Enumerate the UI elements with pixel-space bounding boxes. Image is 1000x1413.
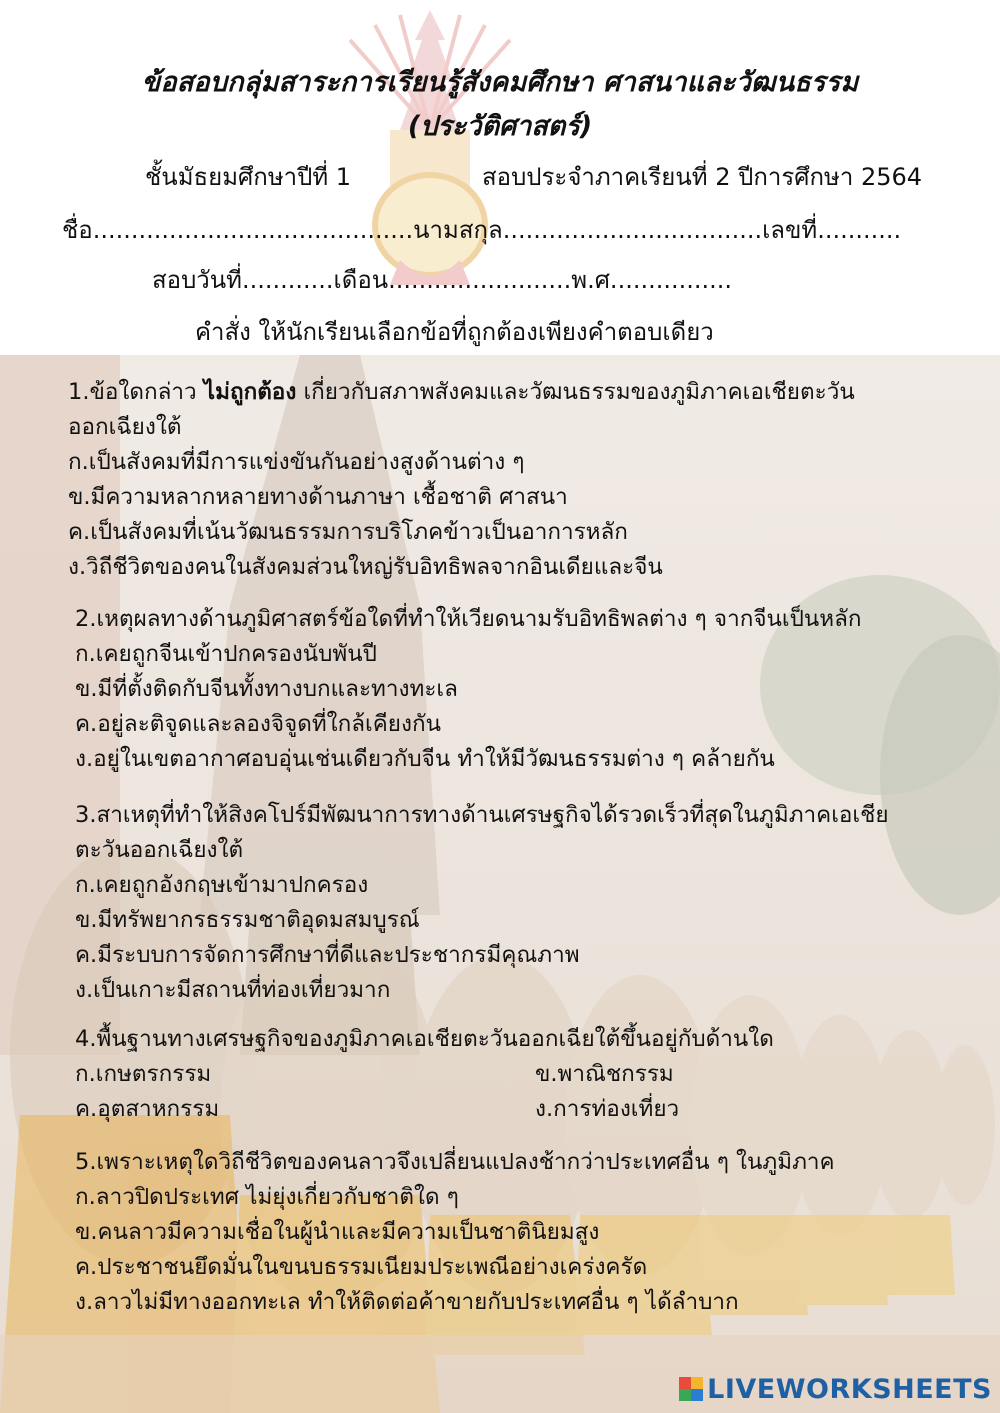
answer-option[interactable]: ก.เกษตรกรรม [75,1061,212,1087]
exam-term: สอบประจำภาคเรียนที่ 2 ปีการศึกษา 2564 [482,163,923,191]
grade-level: ชั้นมัธยมศึกษาปีที่ 1 [145,163,352,191]
answer-option[interactable]: ค.อยู่ละติจูดและลองจิจูดที่ใกล้เคียงกัน [75,711,441,737]
answer-option[interactable]: ก.เป็นสังคมที่มีการแข่งขันกันอย่างสูงด้านต่าง ๆ [68,449,525,475]
question-stem: 3.สาเหตุที่ทำให้สิงคโปร์มีพัฒนาการทางด้านเศรษฐกิจได้รวดเร็วที่สุดในภูมิภาคเอเชีย [75,802,889,828]
school-emblem-watermark [330,0,530,300]
answer-option[interactable]: ข.มีความหลากหลายทางด้านภาษา เชื้อชาติ ศาสนา [68,484,568,510]
answer-option[interactable]: ค.มีระบบการจัดการศึกษาที่ดีและประชากรมีคุณภาพ [75,942,580,968]
answer-option[interactable]: ค.อุตสาหกรรม [75,1096,220,1122]
question-stem-continued: ตะวันออกเฉียงใต้ [75,837,244,863]
question-3 [75,798,889,1008]
answer-option[interactable]: ข.คนลาวมีความเชื่อในผู้นำและมีความเป็นชาตินิยมสูง [75,1219,600,1245]
exam-subtitle: (ประวัติศาสตร์) [407,111,593,142]
question-stem: 2.เหตุผลทางด้านภูมิศาสตร์ข้อใดที่ทำให้เวียดนามรับอิทธิพลต่าง ๆ จากจีนเป็นหลัก [75,606,862,632]
emphasis-not-correct: ไม่ถูกต้อง [203,379,297,405]
answer-option[interactable]: ก.ลาวปิดประเทศ ไม่ยุ่งเกี่ยวกับชาติใด ๆ [75,1184,459,1210]
question-2 [75,602,862,777]
instruction-text: คำสั่ง ให้นักเรียนเลือกข้อที่ถูกต้องเพียงคำตอบเดียว [195,318,714,346]
answer-option[interactable]: ง.วิถีชีวิตของคนในสังคมส่วนใหญ่รับอิทธิพลจากอินเดียและจีน [68,554,663,580]
liveworksheets-logo-icon [679,1377,703,1401]
answer-option[interactable]: ง.เป็นเกาะมีสถานที่ท่องเที่ยวมาก [75,977,391,1003]
liveworksheets-watermark [679,1373,992,1405]
answer-option[interactable]: ก.เคยถูกจีนเข้าปกครองนับพันปี [75,641,377,667]
question-stem-continued: ออกเฉียงใต้ [68,414,182,440]
exam-title: ข้อสอบกลุ่มสาระการเรียนรู้สังคมศึกษา ศาสนาและวัฒนธรรม [141,67,859,98]
answer-option[interactable]: ข.มีทรัพยากรธรรมชาติอุดมสมบูรณ์ [75,907,420,933]
exam-date-field: สอบวันที่............เดือน........................พ.ศ................ [152,266,732,294]
answer-option[interactable]: ง.อยู่ในเขตอากาศอบอุ่นเช่นเดียวกับจีน ทำให้มีวัฒนธรรมต่าง ๆ คล้ายกัน [75,746,775,772]
answer-option[interactable]: ค.ประชาชนยึดมั่นในขนบธรรมเนียมประเพณีอย่างเคร่งครัด [75,1254,648,1280]
answer-option[interactable]: ก.เคยถูกอังกฤษเข้ามาปกครอง [75,872,369,898]
student-name-field: ชื่อ..........................................นามสกุล..................................เลขที่........... [62,216,902,244]
answer-option[interactable]: ค.เป็นสังคมที่เน้นวัฒนธรรมการบริโภคข้าวเป็นอาการหลัก [68,519,628,545]
question-1 [68,375,855,585]
question-4 [75,1022,774,1127]
question-stem: 5.เพราะเหตุใดวิถีชีวิตของคนลาวจึงเปลี่ยนแปลงช้ากว่าประเทศอื่น ๆ ในภูมิภาค [75,1149,835,1175]
question-5 [75,1145,835,1320]
question-stem: 4.พื้นฐานทางเศรษฐกิจของภูมิภาคเอเชียตะวันออกเฉียใต้ขึ้นอยู่กับด้านใด [75,1026,774,1052]
answer-option[interactable]: ข.พาณิชกรรม [535,1061,674,1087]
liveworksheets-brand: LIVEWORKSHEETS [707,1373,992,1405]
answer-option[interactable]: ง.ลาวไม่มีทางออกทะเล ทำให้ติดต่อค้าขายกับประเทศอื่น ๆ ได้ลำบาก [75,1289,739,1315]
answer-option[interactable]: ข.มีที่ตั้งติดกับจีนทั้งทางบกและทางทะเล [75,676,458,702]
question-stem: 1.ข้อใดกล่าว ไม่ถูกต้อง เกี่ยวกับสภาพสังคมและวัฒนธรรมของภูมิภาคเอเชียตะวัน [68,379,855,405]
answer-option[interactable]: ง.การท่องเที่ยว [535,1096,680,1122]
